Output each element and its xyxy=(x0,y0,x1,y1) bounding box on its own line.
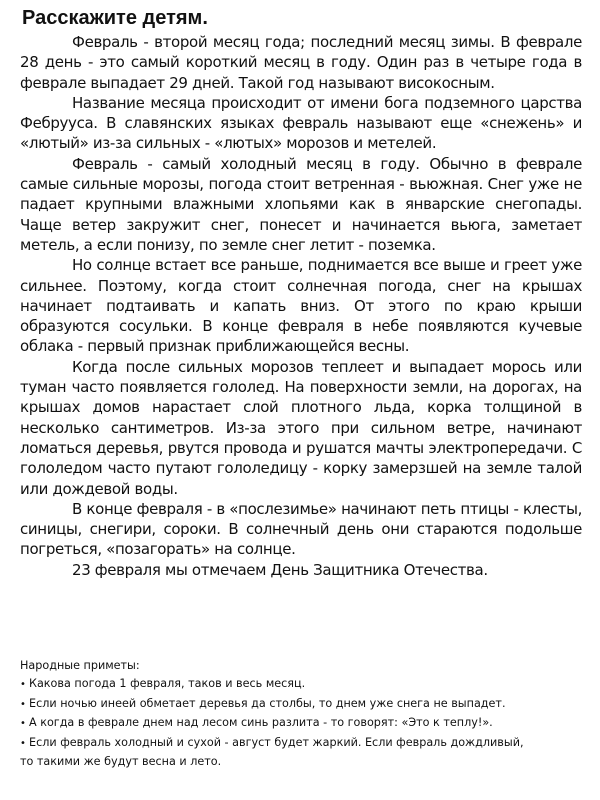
folk-omens xyxy=(20,657,588,771)
page-title: Расскажите детям. xyxy=(22,7,208,29)
paragraph-name-origin: Название месяца происходит от имени бога подземного царства Фебрууса. В славянских языках февраль называют еще «снежень» и «лютый» из-за сильных - «лютых» морозов и метелей. xyxy=(20,93,582,153)
omens-list xyxy=(20,675,588,771)
paragraph-birds: В конце февраля - в «послезимье» начинают петь птицы - клесты, синицы, снегири, сороки. В солнечный день они стараются подольше погреться, «позагорать» на солнце. xyxy=(20,499,582,559)
omens-heading: Народные приметы: xyxy=(20,659,140,672)
list-item xyxy=(20,714,588,733)
omen-text: Если февраль холодный и сухой - август будет жаркий. Если февраль дождливый, xyxy=(29,735,524,749)
bullet-icon: • xyxy=(20,679,26,691)
list-item-continuation: то такими же будут весна и лето. xyxy=(20,755,222,769)
list-item xyxy=(20,734,588,753)
bullet-icon: • xyxy=(20,737,26,749)
list-item xyxy=(20,695,588,714)
list-item xyxy=(20,675,588,694)
paragraph-sun: Но солнце встает все раньше, поднимается все выше и греет уже сильнее. Поэтому, когда стоит солнечная погода, снег на крышах начинает подтаивать и капать вниз. От этого по краю крыши образуются сосульки. В конце февраля в небе появляются кучевые облака - первый признак приближающейся весны. xyxy=(20,256,582,356)
story-text xyxy=(20,32,582,580)
bullet-icon: • xyxy=(20,718,26,730)
paragraph-ice: Когда после сильных морозов теплеет и выпадает морось или туман часто появляется гололед. На поверхности земли, на дорогах, на крышах домов нарастает слой плотного льда, корка толщиной в несколько сантиметров. Из-за этого при сильном ветре, начинают ломаться деревья, рвутся провода и рушатся мачты электропередачи. С гололедом часто путают гололедицу - корку замерзшей на земле талой или дождевой воды. xyxy=(20,357,582,498)
omen-text: Какова погода 1 февраля, таков и весь месяц. xyxy=(29,677,306,691)
paragraph-frosts: Февраль - самый холодный месяц в году. Обычно в феврале самые сильные морозы, погода стоит ветренная - вьюжная. Снег уже не падает крупными влажными хлопьями как в январские снегопады. Чаще ветер закружит снег, понесет и начинается вьюга, заметает метель, а если понизу, по земле снег летит - поземка. xyxy=(20,154,582,254)
bullet-icon: • xyxy=(20,698,26,710)
omen-text: А когда в феврале днем над лесом синь разлита - то говорят: «Это к теплу!». xyxy=(29,716,493,730)
omen-text: Если ночью инеей обметает деревья да столбы, то днем уже снега не выпадет. xyxy=(29,696,506,710)
paragraph-holiday: 23 февраля мы отмечаем День Защитника Отечества. xyxy=(72,560,488,579)
paragraph-intro: Февраль - второй месяц года; последний месяц зимы. В феврале 28 день - это самый короткий месяц в году. Один раз в четыре года в феврале выпадает 29 дней. Такой год называют високосным. xyxy=(20,33,582,92)
